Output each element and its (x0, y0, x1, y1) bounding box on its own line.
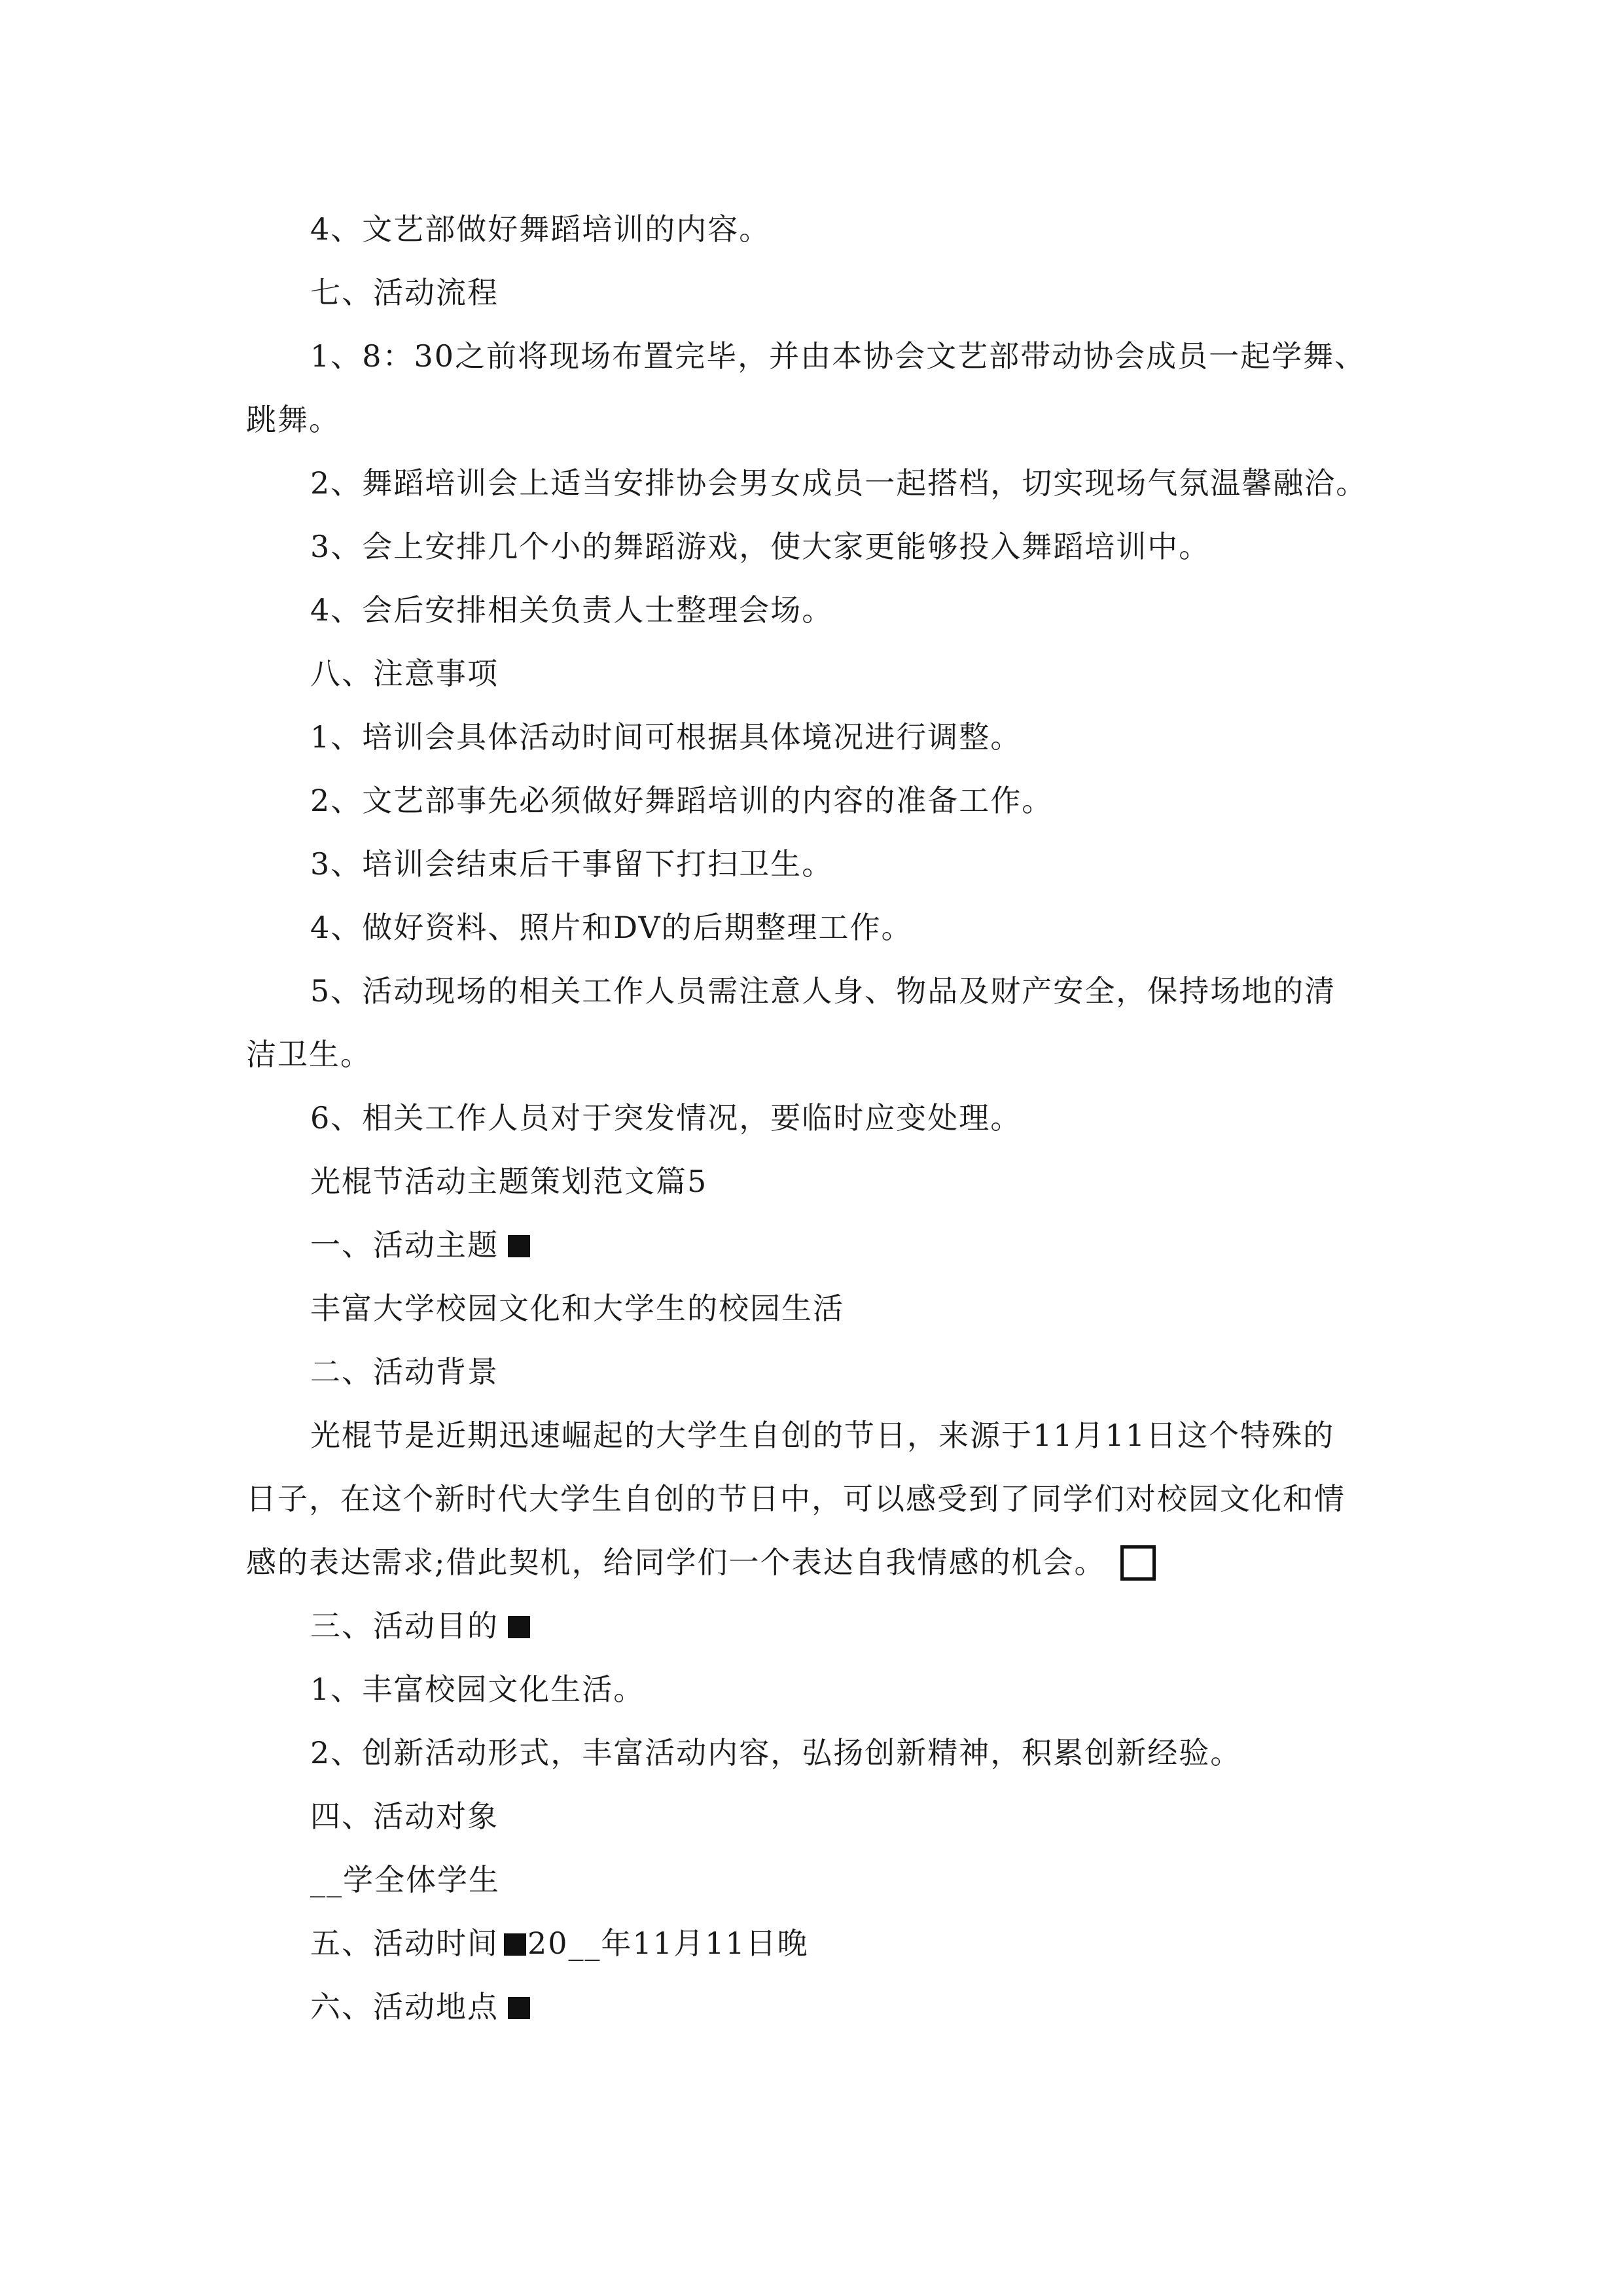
empty-square-icon (1120, 1545, 1156, 1581)
filled-square-icon (508, 1997, 530, 2019)
background-para-line-1 (310, 1416, 1334, 1455)
heading-8-notes (310, 654, 499, 693)
filled-square-icon (508, 1616, 530, 1638)
text: __学全体学生 (310, 1862, 500, 1897)
note-item-5 (310, 971, 1336, 1011)
audience-text (310, 1860, 500, 1899)
filled-square-icon (504, 1933, 526, 1956)
process-item-1-cont (246, 400, 340, 439)
heading-6-location (310, 1987, 530, 2026)
text: 二、活动背景 (310, 1354, 499, 1390)
heading-1-theme (310, 1225, 530, 1265)
text: 一、活动主题 (310, 1227, 499, 1263)
purpose-item-2 (310, 1733, 1241, 1772)
text: 4、会后安排相关负责人士整理会场。 (310, 592, 834, 628)
section-title-article-5 (310, 1162, 707, 1201)
text: 三、活动目的 (310, 1608, 499, 1643)
heading-3-purpose (310, 1606, 530, 1645)
note-item-1 (310, 717, 1022, 757)
text: 2、文艺部事先必须做好舞蹈培训的内容的准备工作。 (310, 783, 1054, 818)
heading-7-process (310, 273, 499, 312)
text: 1、丰富校园文化生活。 (310, 1672, 645, 1707)
heading-2-background (310, 1352, 499, 1391)
note-item-4 (310, 908, 913, 947)
background-para-line-2 (246, 1479, 1346, 1518)
process-item-2 (310, 463, 1367, 503)
note-item-2 (310, 781, 1053, 820)
note-item-5-cont (246, 1035, 372, 1074)
heading-4-audience (310, 1797, 499, 1836)
text: 洁卫生。 (246, 1037, 372, 1072)
time-value: 20__年11月11日晚 (527, 1926, 809, 1961)
text: 丰富大学校园文化和大学生的校园生活 (310, 1291, 844, 1326)
text: 1、培训会具体活动时间可根据具体境况进行调整。 (310, 719, 1022, 755)
text: 四、活动对象 (310, 1799, 499, 1834)
text: 1、8：30之前将现场布置完毕，并由本协会文艺部带动协会成员一起学舞、 (310, 338, 1366, 374)
text: 八、注意事项 (310, 656, 499, 691)
text: 光棍节是近期迅速崛起的大学生自创的节日，来源于11月11日这个特殊的 (310, 1418, 1335, 1453)
text: 3、会上安排几个小的舞蹈游戏，使大家更能够投入舞蹈培训中。 (310, 529, 1211, 564)
item-4-dance-content (310, 209, 770, 249)
text: 4、做好资料、照片和DV的后期整理工作。 (310, 910, 913, 945)
text: 2、创新活动形式，丰富活动内容，弘扬创新精神，积累创新经验。 (310, 1735, 1242, 1770)
text: 4、文艺部做好舞蹈培训的内容。 (310, 211, 771, 247)
text: 5、活动现场的相关工作人员需注意人身、物品及财产安全，保持场地的清 (310, 973, 1336, 1009)
text: 日子，在这个新时代大学生自创的节日中，可以感受到了同学们对校园文化和情 (246, 1481, 1346, 1516)
text: 六、活动地点 (310, 1989, 499, 2024)
text: 2、舞蹈培训会上适当安排协会男女成员一起搭档，切实现场气氛温馨融洽。 (310, 465, 1368, 501)
text: 感的表达需求;借此契机，给同学们一个表达自我情感的机会。 (246, 1545, 1106, 1580)
purpose-item-1 (310, 1670, 645, 1709)
heading-5-time (310, 1924, 809, 1963)
theme-text (310, 1289, 844, 1328)
filled-square-icon (508, 1235, 530, 1257)
text: 跳舞。 (246, 402, 340, 437)
note-item-3 (310, 844, 833, 884)
text: 6、相关工作人员对于突发情况，要临时应变处理。 (310, 1100, 1022, 1136)
process-item-1 (310, 336, 1366, 376)
text: 七、活动流程 (310, 275, 499, 310)
text: 五、活动时间 (310, 1926, 499, 1961)
process-item-4 (310, 590, 833, 630)
note-item-6 (310, 1098, 1022, 1138)
text: 3、培训会结束后干事留下打扫卫生。 (310, 846, 834, 882)
background-para-line-3 (246, 1543, 1156, 1582)
text: 光棍节活动主题策划范文篇5 (310, 1164, 708, 1199)
process-item-3 (310, 527, 1210, 566)
